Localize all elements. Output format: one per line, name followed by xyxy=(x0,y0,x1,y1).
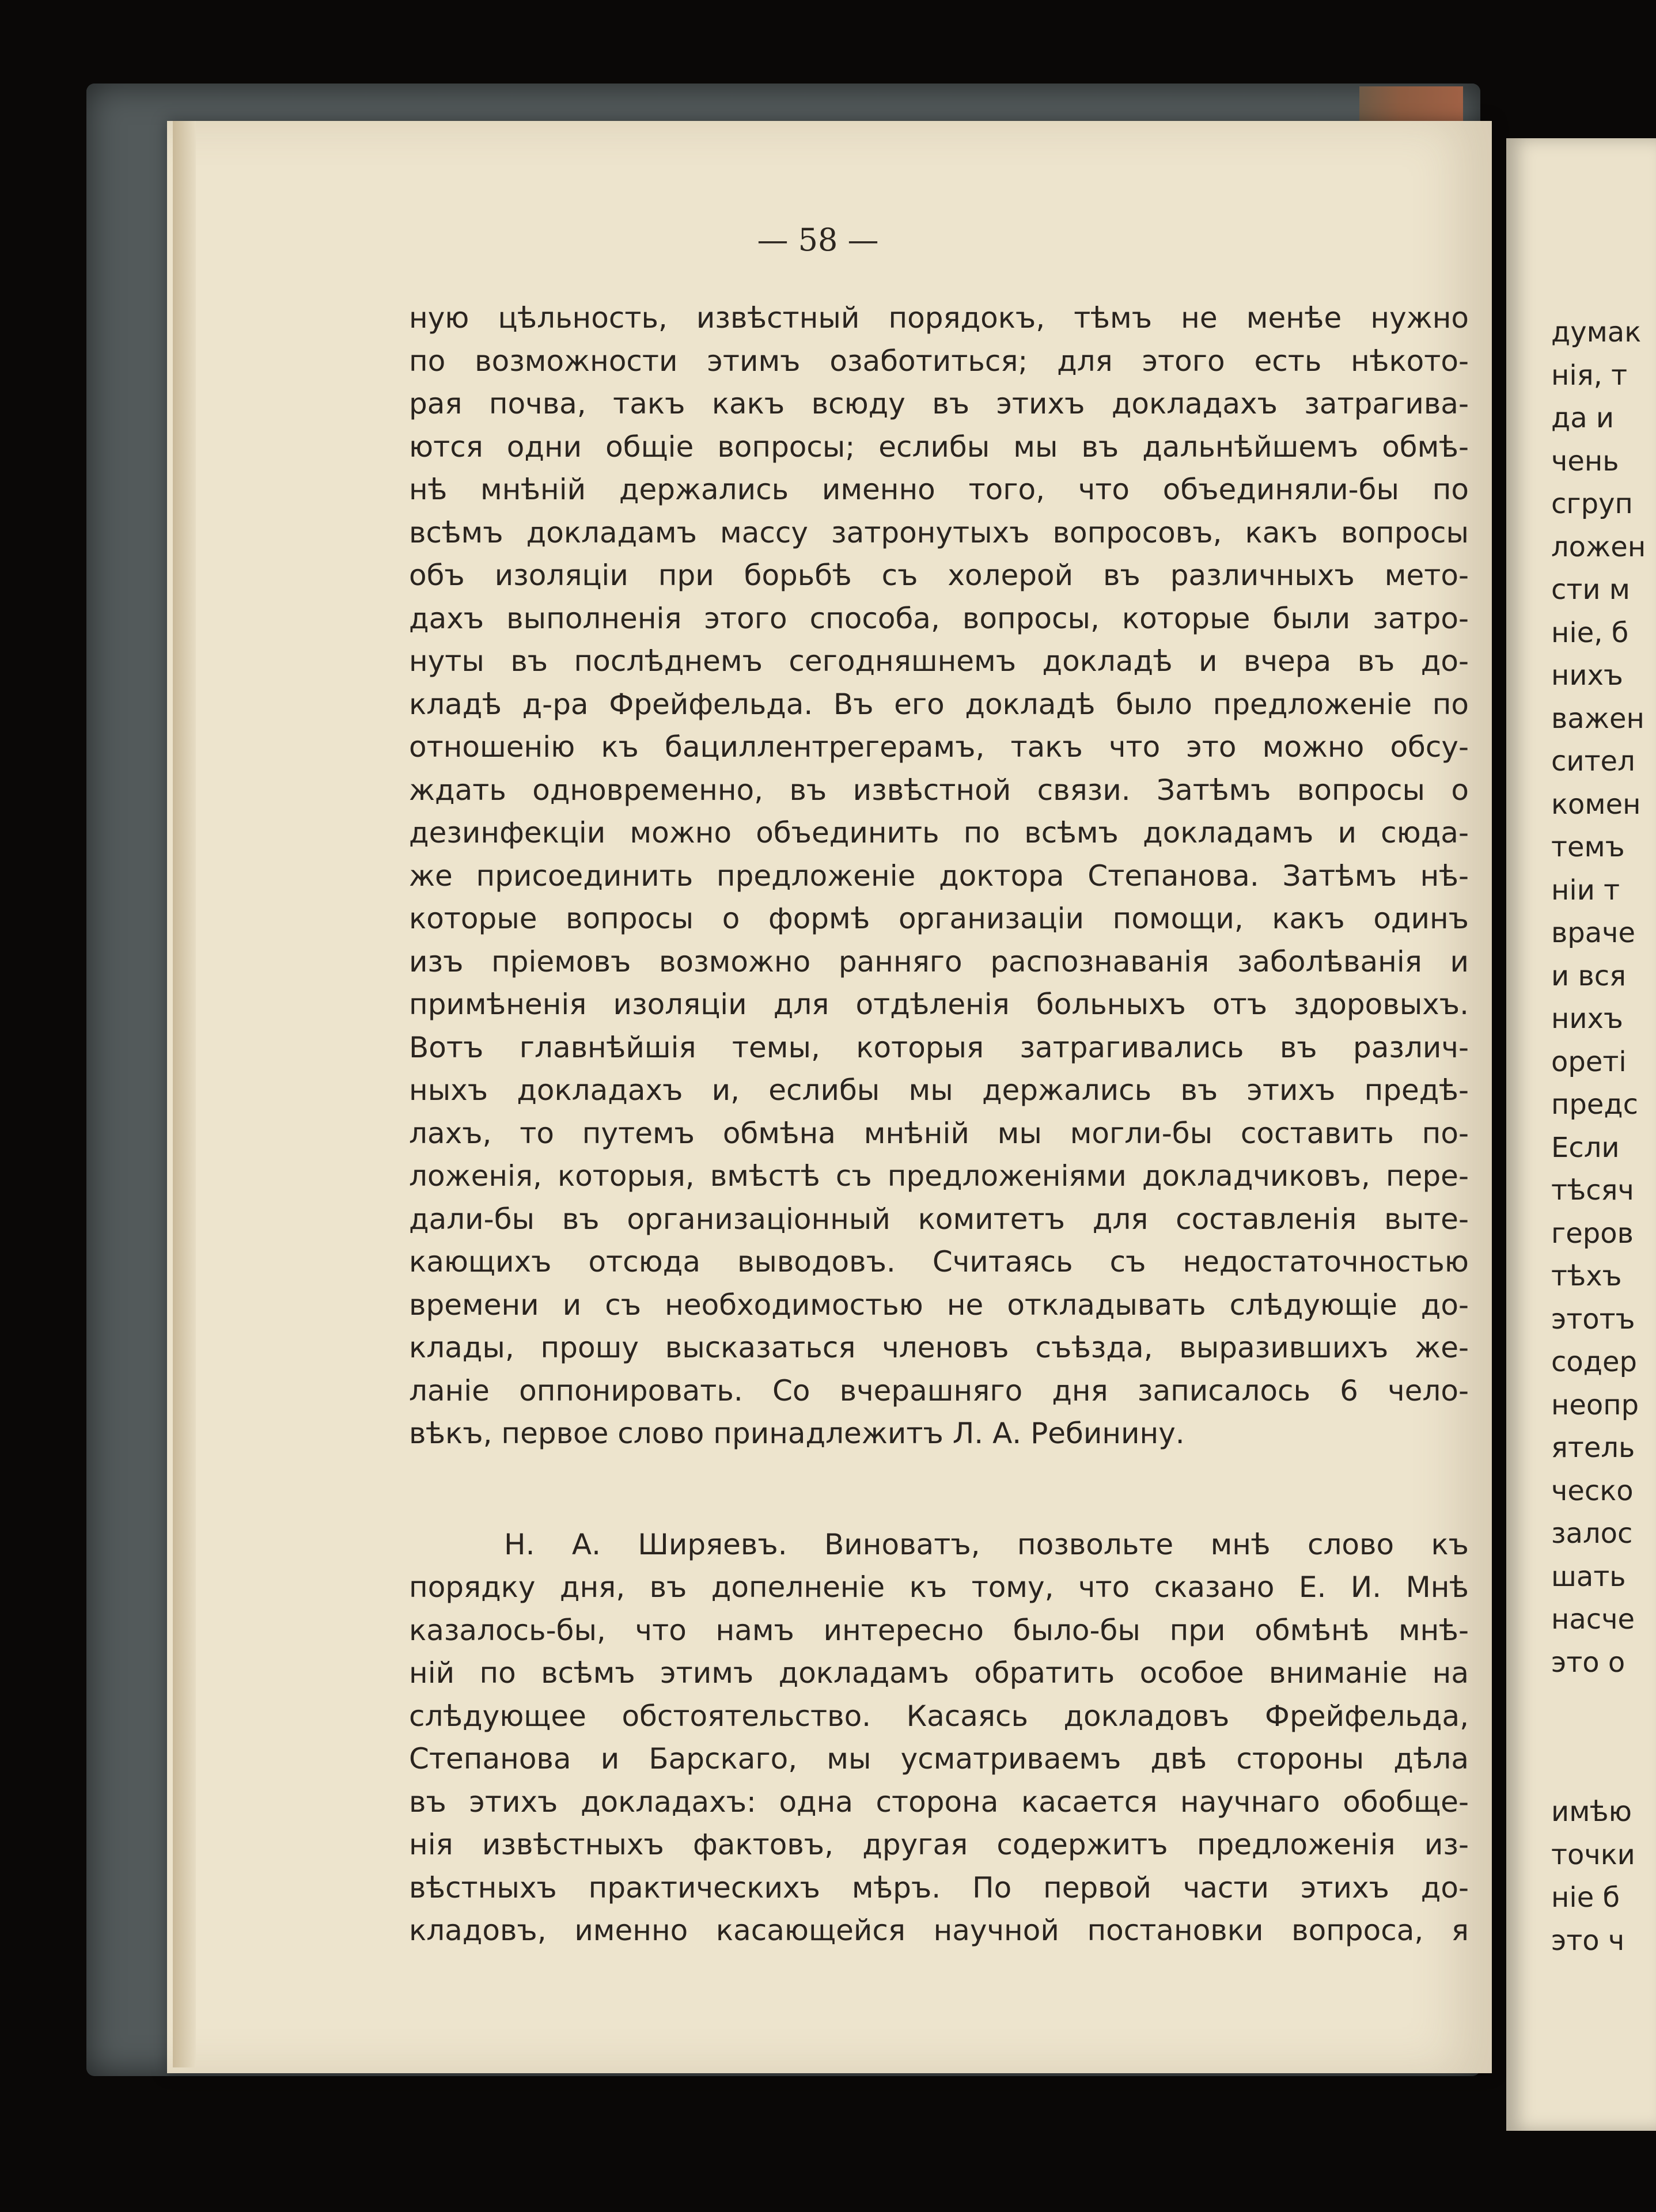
text-line: слѣдующее обстоятельство. Касаясь докладовъ Фрейфельда, xyxy=(409,1699,1469,1733)
text-line: отношенію къ бациллентрегерамъ, такъ что это можно обсу- xyxy=(409,730,1469,764)
text-line: изъ пріемовъ возможно ранняго распознаванія заболѣванія и xyxy=(409,944,1469,978)
paragraph-2 xyxy=(409,1523,1469,1952)
text-line: нѣ мнѣній держались именно того, что объединяли-бы по xyxy=(409,473,1469,506)
text-line: ются одни общіе вопросы; еслибы мы въ дальнѣйшемъ обмѣ- xyxy=(409,430,1469,464)
text-line: рая почва, такъ какъ всюду въ этихъ докладахъ затрагива- xyxy=(409,387,1469,420)
facing-page-line: тѣхъ xyxy=(1551,1260,1622,1292)
text-line: дахъ выполненія этого способа, вопросы, которые были затро- xyxy=(409,601,1469,635)
facing-page-line: ложен xyxy=(1551,530,1646,563)
text-line: Н. А. Ширяевъ. Виноватъ, позвольте мнѣ слово къ xyxy=(504,1527,1469,1561)
text-line: по возможности этимъ озаботиться; для этого есть нѣкото- xyxy=(409,344,1469,378)
facing-page-line: ніи т xyxy=(1551,874,1620,906)
facing-page-line: думак xyxy=(1551,316,1642,348)
facing-page-line: нихъ xyxy=(1551,1003,1623,1035)
text-line: кающихъ отсюда выводовъ. Считаясь съ недостаточностью xyxy=(409,1245,1469,1278)
facing-page-line: неопр xyxy=(1551,1388,1639,1421)
facing-page-text xyxy=(1551,311,1646,1962)
facing-page-line: ніе б xyxy=(1551,1881,1620,1914)
facing-page-line: чень xyxy=(1551,445,1619,477)
facing-page-line: да и xyxy=(1551,402,1615,434)
text-line: нія извѣстныхъ фактовъ, другая содержитъ предложенія из- xyxy=(409,1828,1469,1861)
facing-page-line: геров xyxy=(1551,1217,1634,1250)
facing-page-line: это ч xyxy=(1551,1924,1625,1957)
text-line: порядку дня, въ допелненіе къ тому, что сказано Е. И. Мнѣ xyxy=(409,1570,1469,1604)
page-edge xyxy=(173,121,196,2067)
text-line: дали-бы въ организаціонный комитетъ для составленія выте- xyxy=(409,1202,1469,1236)
text-line: которые вопросы о формѣ организаціи помощи, какъ одинъ xyxy=(409,902,1469,935)
page-body-text xyxy=(409,297,1469,1952)
facing-page-line: важен xyxy=(1551,702,1644,735)
facing-page-line: это о xyxy=(1551,1646,1625,1679)
facing-page-line: Если xyxy=(1551,1131,1620,1164)
facing-page-line: ческо xyxy=(1551,1474,1634,1507)
facing-page-line: враче xyxy=(1551,917,1636,949)
text-line: объ изоляціи при борьбѣ съ холерой въ различныхъ мето- xyxy=(409,559,1469,592)
text-line: нуты въ послѣднемъ сегодняшнемъ докладѣ и вчера въ до- xyxy=(409,644,1469,678)
text-line: ную цѣльность, извѣстный порядокъ, тѣмъ не менѣе нужно xyxy=(409,301,1469,335)
facing-page-line: ореті xyxy=(1551,1045,1627,1078)
text-line: кладовъ, именно касающейся научной постановки вопроса, я xyxy=(409,1914,1469,1947)
text-line: клады, прошу высказаться членовъ съѣзда, выразившихъ же- xyxy=(409,1331,1469,1364)
facing-page-line: предс xyxy=(1551,1088,1638,1121)
facing-page-line: нихъ xyxy=(1551,659,1623,692)
text-line: ній по всѣмъ этимъ докладамъ обратить особое вниманіе на xyxy=(409,1656,1469,1690)
text-line: вѣстныхъ практическихъ мѣръ. По первой части этихъ до- xyxy=(409,1870,1469,1904)
text-line: кладѣ д-ра Фрейфельда. Въ его докладѣ было предложеніе по xyxy=(409,687,1469,721)
page-number: — 58 — xyxy=(757,222,879,258)
facing-page-line: залос xyxy=(1551,1517,1633,1550)
text-line: ныхъ докладахъ и, еслибы мы держались въ этихъ предѣ- xyxy=(409,1073,1469,1107)
text-line: въ этихъ докладахъ: одна сторона касается научнаго обобще- xyxy=(409,1785,1469,1819)
paragraph-1 xyxy=(409,297,1469,1455)
facing-page-line: ятель xyxy=(1551,1432,1635,1464)
facing-page xyxy=(1506,138,1656,2131)
facing-page-line: сител xyxy=(1551,745,1635,777)
text-line: времени и съ необходимостью не откладывать слѣдующіе до- xyxy=(409,1288,1469,1322)
text-line: ждать одновременно, въ извѣстной связи. Затѣмъ вопросы о xyxy=(409,773,1469,807)
facing-page-line: шать xyxy=(1551,1560,1626,1593)
text-line: вѣкъ, первое слово принадлежитъ Л. А. Ребинину. xyxy=(409,1417,1185,1450)
facing-page-line: и вся xyxy=(1551,959,1627,992)
facing-page-line: темъ xyxy=(1551,831,1625,863)
text-line: лахъ, то путемъ обмѣна мнѣній мы могли-бы составить по- xyxy=(409,1116,1469,1150)
facing-page-line: ніе, б xyxy=(1551,616,1629,649)
text-line: казалось-бы, что намъ интересно было-бы при обмѣнѣ мнѣ- xyxy=(409,1613,1469,1647)
facing-page-line: имѣю xyxy=(1551,1796,1632,1828)
text-line: дезинфекціи можно объединить по всѣмъ докладамъ и сюда- xyxy=(409,816,1469,849)
facing-page-line: насче xyxy=(1551,1603,1635,1636)
facing-page-line: сгруп xyxy=(1551,488,1633,520)
facing-page-line: комен xyxy=(1551,788,1641,821)
facing-page-line: нія, т xyxy=(1551,359,1628,392)
text-line: всѣмъ докладамъ массу затронутыхъ вопросовъ, какъ вопросы xyxy=(409,515,1469,549)
facing-page-line: сти м xyxy=(1551,574,1631,606)
text-line: же присоединить предложеніе доктора Степанова. Затѣмъ нѣ- xyxy=(409,859,1469,893)
text-line: Вотъ главнѣйшія темы, которыя затрагивались въ различ- xyxy=(409,1030,1469,1064)
text-line: ложенія, которыя, вмѣстѣ съ предложеніями докладчиковъ, пере- xyxy=(409,1159,1469,1193)
text-line: ланіе оппонировать. Со вчерашняго дня записалось 6 чело- xyxy=(409,1374,1469,1407)
facing-page-line: этотъ xyxy=(1551,1303,1635,1335)
facing-page-line: тѣсяч xyxy=(1551,1174,1634,1206)
text-line: примѣненія изоляціи для отдѣленія больныхъ отъ здоровыхъ. xyxy=(409,988,1469,1021)
text-line: Степанова и Барскаго, мы усматриваемъ двѣ стороны дѣла xyxy=(409,1742,1469,1775)
facing-page-line: содер xyxy=(1551,1346,1637,1378)
facing-page-line: точки xyxy=(1551,1838,1635,1871)
